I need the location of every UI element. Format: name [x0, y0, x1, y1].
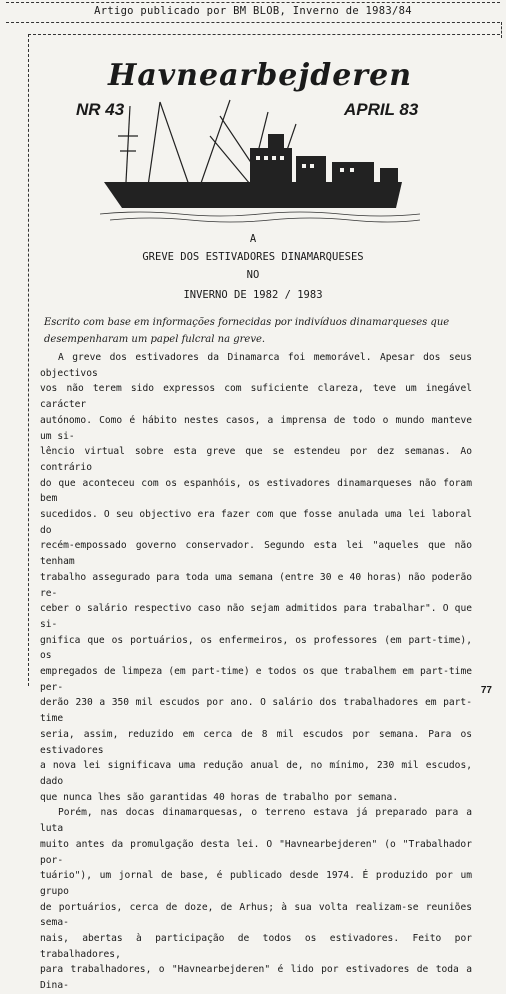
- article-title-line-4: INVERNO DE 1982 / 1983: [183, 289, 323, 301]
- header-dashed-rule-top: [6, 2, 500, 3]
- issue-number: NR 43: [76, 100, 125, 119]
- body-line: trabalho assegurado para toda uma semana (entre 30 e 40 horas) não poderão re-: [40, 571, 472, 599]
- body-line: A greve dos estivadores da Dinamarca foi memorável. Apesar dos seus objectivos: [40, 352, 472, 379]
- masthead-title: Havnearbejderen: [107, 58, 413, 93]
- body-line: empregados de limpeza (em part-time) e todos os que trabalhem em part-time per-: [40, 666, 472, 693]
- article-title-line-1: A: [249, 233, 257, 245]
- article-title-line-3: NO: [246, 269, 260, 281]
- article-title-line-2: GREVE DOS ESTIVADORES DINAMARQUESES: [142, 251, 364, 263]
- right-dashed-tick: [501, 22, 502, 38]
- header-dashed-rule-lower: [28, 34, 500, 35]
- body-line: autónomo. Como é hábito nestes casos, a imprensa de todo o mundo manteve um si-: [40, 414, 472, 442]
- header-dashed-rule-bottom: [6, 22, 500, 23]
- header-note: Artigo publicado por BM BLOB, Inverno de 1983/84: [94, 5, 412, 17]
- body-line: a nova lei significava uma redução anual de, no mínimo, 230 mil escudos, dado: [40, 760, 472, 787]
- article-body: [40, 350, 472, 994]
- body-line: gnifica que os portuários, os enfermeiros, os professores (em part-time), os: [40, 634, 472, 662]
- body-line: Porém, nas docas dinamarquesas, o terreno estava já preparado para a luta: [40, 807, 472, 835]
- body-line: do que aconteceu com os espanhóis, os estivadores dinamarqueses não foram bem: [40, 477, 472, 505]
- intro-line: desempenharam um papel fulcral na greve.: [44, 334, 266, 345]
- body-line: lêncio virtual sobre esta greve que se estendeu por dez semanas. Ao contrário: [40, 446, 472, 473]
- body-line: seria, assim, reduzido em cerca de 8 mil escudos por semana. Para os estivadores: [40, 728, 472, 756]
- body-line: muito antes da promulgação desta lei. O "Havnearbejderen" (o "Trabalhador por-: [40, 838, 472, 866]
- issue-date: APRIL 83: [344, 100, 419, 119]
- body-line: que nunca lhes são garantidas 40 horas de trabalho por semana.: [40, 791, 399, 803]
- body-line: de portuários, cerca de doze, de Arhus; à sua volta realizam-se reuniões sema-: [40, 901, 472, 929]
- body-line: ceber o salário respectivo caso não sejam admitidos para trabalhar". O que si-: [40, 603, 472, 630]
- body-line: derão 230 a 350 mil escudos por ano. O salário dos trabalhadores em part-time: [40, 697, 472, 725]
- ship-illustration: [100, 96, 420, 224]
- article-intro: [44, 314, 464, 348]
- page-number: 77: [480, 685, 492, 696]
- body-line: tuário"), um jornal de base, é publicado desde 1974. É produzido por um grupo: [40, 870, 472, 897]
- body-line: nais, abertas à participação de todos os estivadores. Feito por trabalhadores,: [40, 933, 472, 960]
- body-line: para trabalhadores, o "Havnearbejderen" é lido por estivadores de toda a Dina-: [40, 964, 472, 992]
- body-line: sucedidos. O seu objectivo era fazer com que fosse anulada uma lei laboral do: [40, 509, 472, 536]
- body-line: recém-empossado governo conservador. Segundo esta lei "aqueles que não tenham: [40, 540, 472, 568]
- intro-line: Escrito com base em informações fornecidas por indivíduos dinamarqueses que: [44, 317, 450, 328]
- body-line: vos não terem sido expressos com suficiente clareza, teve um inegável carácter: [40, 383, 472, 411]
- left-dashed-margin: [28, 34, 29, 686]
